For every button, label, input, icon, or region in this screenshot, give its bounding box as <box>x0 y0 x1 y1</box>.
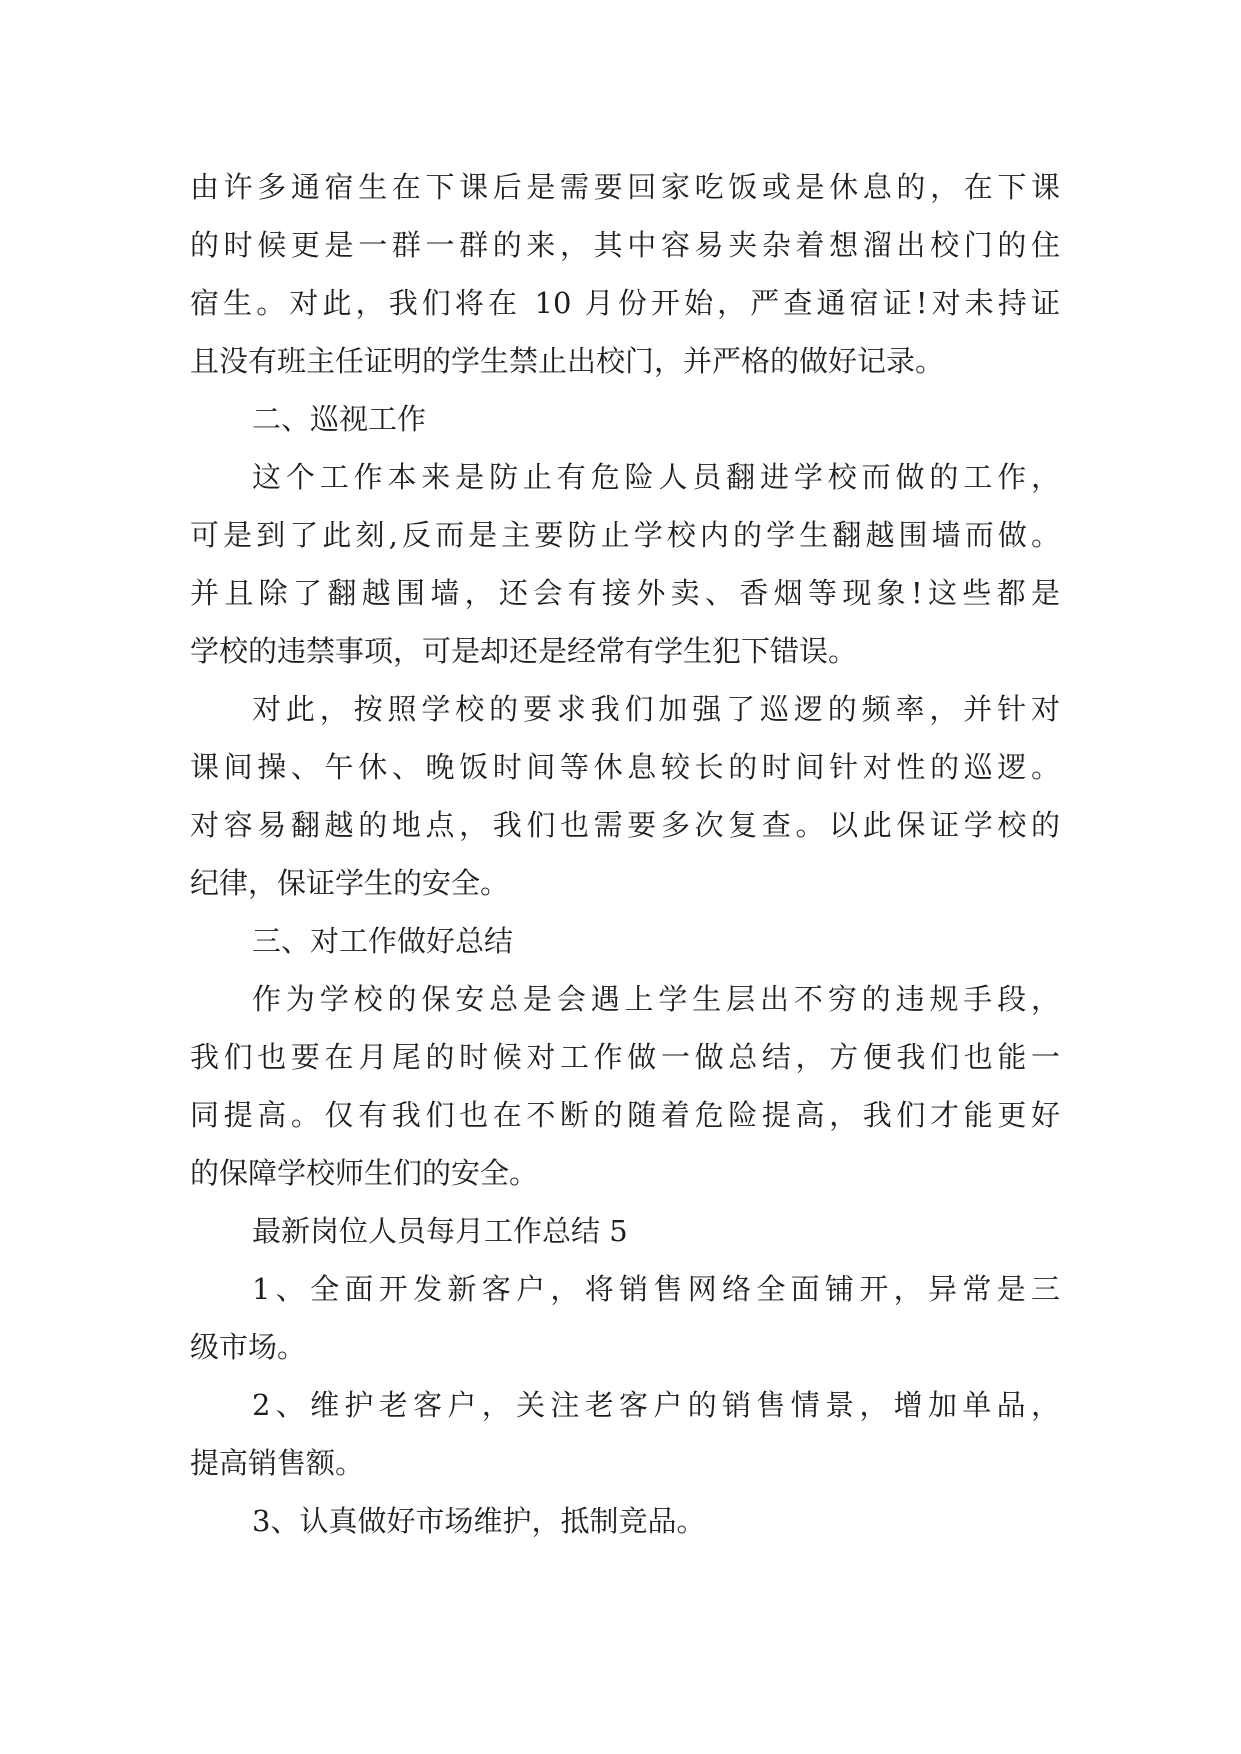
text-line: 且没有班主任证明的学生禁止出校门，并严格的做好记录。 <box>190 344 945 378</box>
section-heading: 二、巡视工作 <box>252 402 427 436</box>
text-line: 的保障学校师生们的安全。 <box>190 1156 539 1190</box>
section-heading: 三、对工作做好总结 <box>252 924 514 958</box>
text-line: 我们也要在月尾的时候对工作做一做总结，方便我们也能一 <box>190 1040 1060 1074</box>
text-line: 学校的违禁事项，可是却还是经常有学生犯下错误。 <box>190 634 858 668</box>
text-line: 作为学校的保安总是会遇上学生层出不穷的违规手段， <box>252 982 1060 1016</box>
text-line: 的时候更是一群一群的来，其中容易夹杂着想溜出校门的住 <box>190 228 1060 262</box>
list-item-text: 2、维护老客户，关注老客户的销售情景，增加单品， <box>252 1388 1060 1422</box>
text-line: 由许多通宿生在下课后是需要回家吃饭或是休息的，在下课 <box>190 170 1060 204</box>
document-body <box>190 158 1060 1550</box>
text-line: 纪律，保证学生的安全。 <box>190 866 510 900</box>
text-line: 并且除了翻越围墙，还会有接外卖、香烟等现象!这些都是 <box>190 576 1060 610</box>
text-line: 同提高。仅有我们也在不断的随着危险提高，我们才能更好 <box>190 1098 1060 1132</box>
section-title: 最新岗位人员每月工作总结 5 <box>252 1214 628 1248</box>
text-line: 对容易翻越的地点，我们也需要多次复查。以此保证学校的 <box>190 808 1060 842</box>
list-item-text: 提高销售额。 <box>190 1446 365 1480</box>
list-item-text: 3、认真做好市场维护，抵制竞品。 <box>252 1504 706 1538</box>
text-line: 宿生。对此，我们将在 10 月份开始，严查通宿证!对未持证 <box>190 286 1060 320</box>
text-line: 可是到了此刻,反而是主要防止学校内的学生翻越围墙而做。 <box>190 518 1060 552</box>
list-item-text: 1、全面开发新客户，将销售网络全面铺开，异常是三 <box>252 1272 1060 1306</box>
text-line: 课间操、午休、晚饭时间等休息较长的时间针对性的巡逻。 <box>190 750 1060 784</box>
text-line: 这个工作本来是防止有危险人员翻进学校而做的工作， <box>252 460 1060 494</box>
text-line: 对此，按照学校的要求我们加强了巡逻的频率，并针对 <box>252 692 1060 726</box>
list-item-text: 级市场。 <box>190 1330 307 1364</box>
